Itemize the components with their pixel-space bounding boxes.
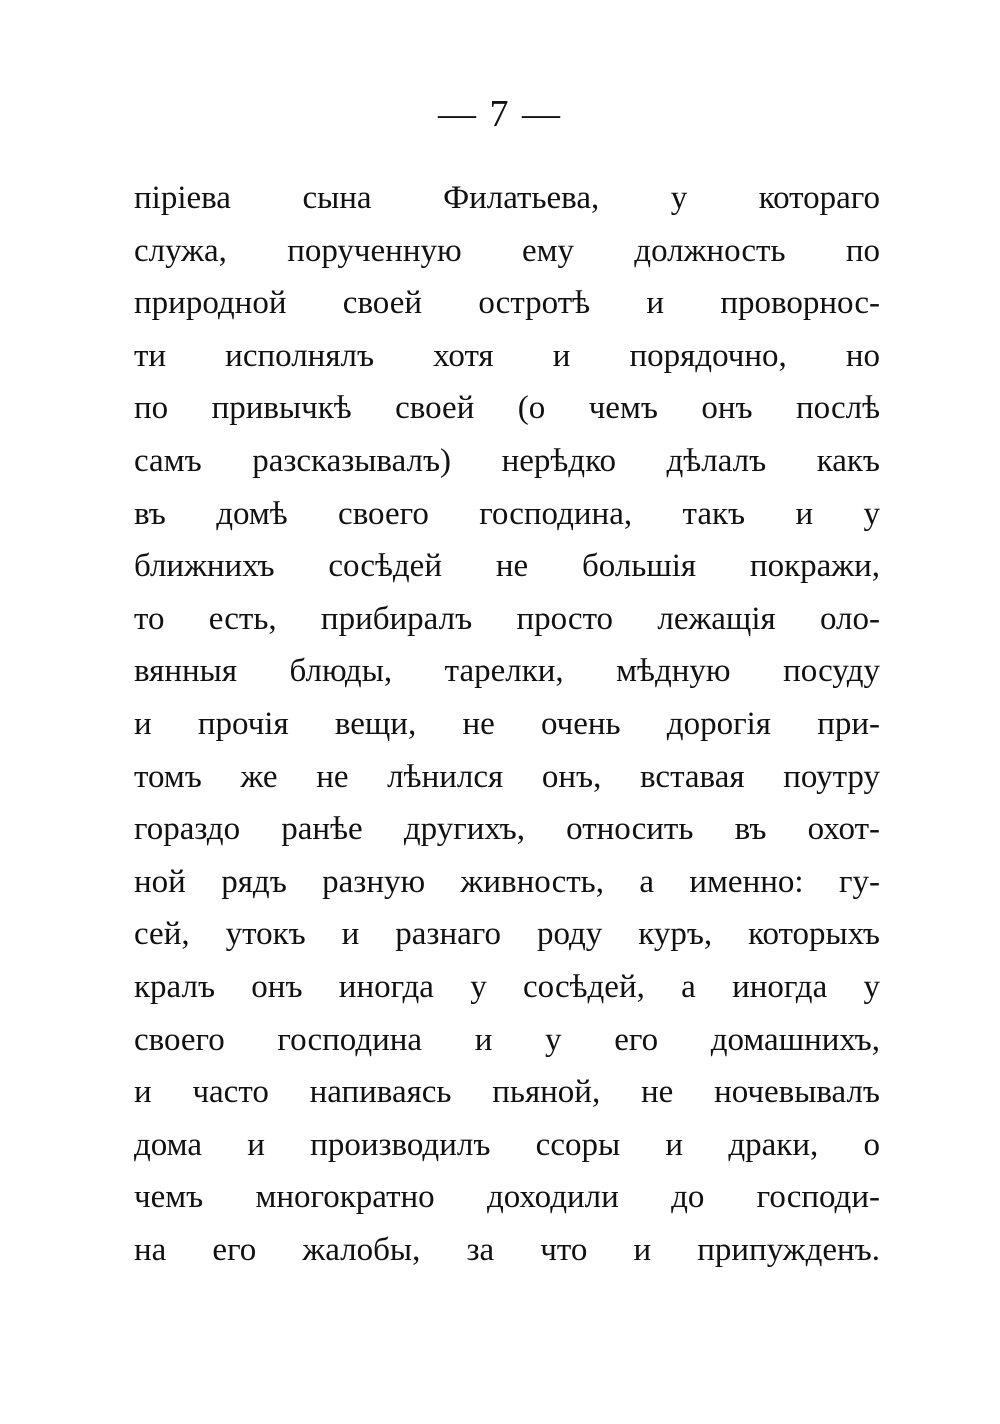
text-line: то есть, прибиралъ просто лежащія оло-	[134, 600, 880, 637]
text-line: ной рядъ разную живность, а именно: гу-	[134, 863, 880, 900]
text-line: томъ же не лѣнился онъ, вставая поутру	[134, 758, 880, 795]
text-line: на его жалобы, за что и припужденъ.	[134, 1231, 880, 1268]
text-line: природной своей остротѣ и проворнос-	[134, 285, 880, 322]
text-line: служа, порученную ему должность по	[134, 232, 880, 269]
text-line: кралъ онъ иногда у сосѣдей, а иногда у	[134, 968, 880, 1005]
text-line: въ домѣ своего господина, такъ и у	[134, 495, 880, 532]
text-line: піріева сына Филатьева, у котораго	[134, 180, 880, 216]
text-line: по привычкѣ своей (о чемъ онъ послѣ	[134, 390, 880, 427]
text-line: вянныя блюды, тарелки, мѣдную посуду	[134, 653, 880, 690]
page-number: — 7 —	[438, 93, 562, 135]
text-line: ти исполнялъ хотя и порядочно, но	[134, 337, 880, 374]
text-line: сей, утокъ и разнаго роду куръ, которыхъ	[134, 916, 880, 953]
text-line: своего господина и у его домашнихъ,	[134, 1021, 880, 1058]
text-line: дома и производилъ ссоры и драки, о	[134, 1126, 880, 1163]
text-line: гораздо ранѣе другихъ, относить въ охот-	[134, 811, 880, 848]
body-text	[134, 172, 880, 1276]
text-line: чемъ многократно доходили до господи-	[134, 1179, 880, 1216]
text-line: и часто напиваясь пьяной, не ночевывалъ	[134, 1074, 880, 1111]
text-line: ближнихъ сосѣдей не большія покражи,	[134, 548, 880, 585]
text-line: и прочія вещи, не очень дорогія при-	[134, 705, 880, 742]
text-line: самъ разсказывалъ) нерѣдко дѣлалъ какъ	[134, 442, 880, 479]
